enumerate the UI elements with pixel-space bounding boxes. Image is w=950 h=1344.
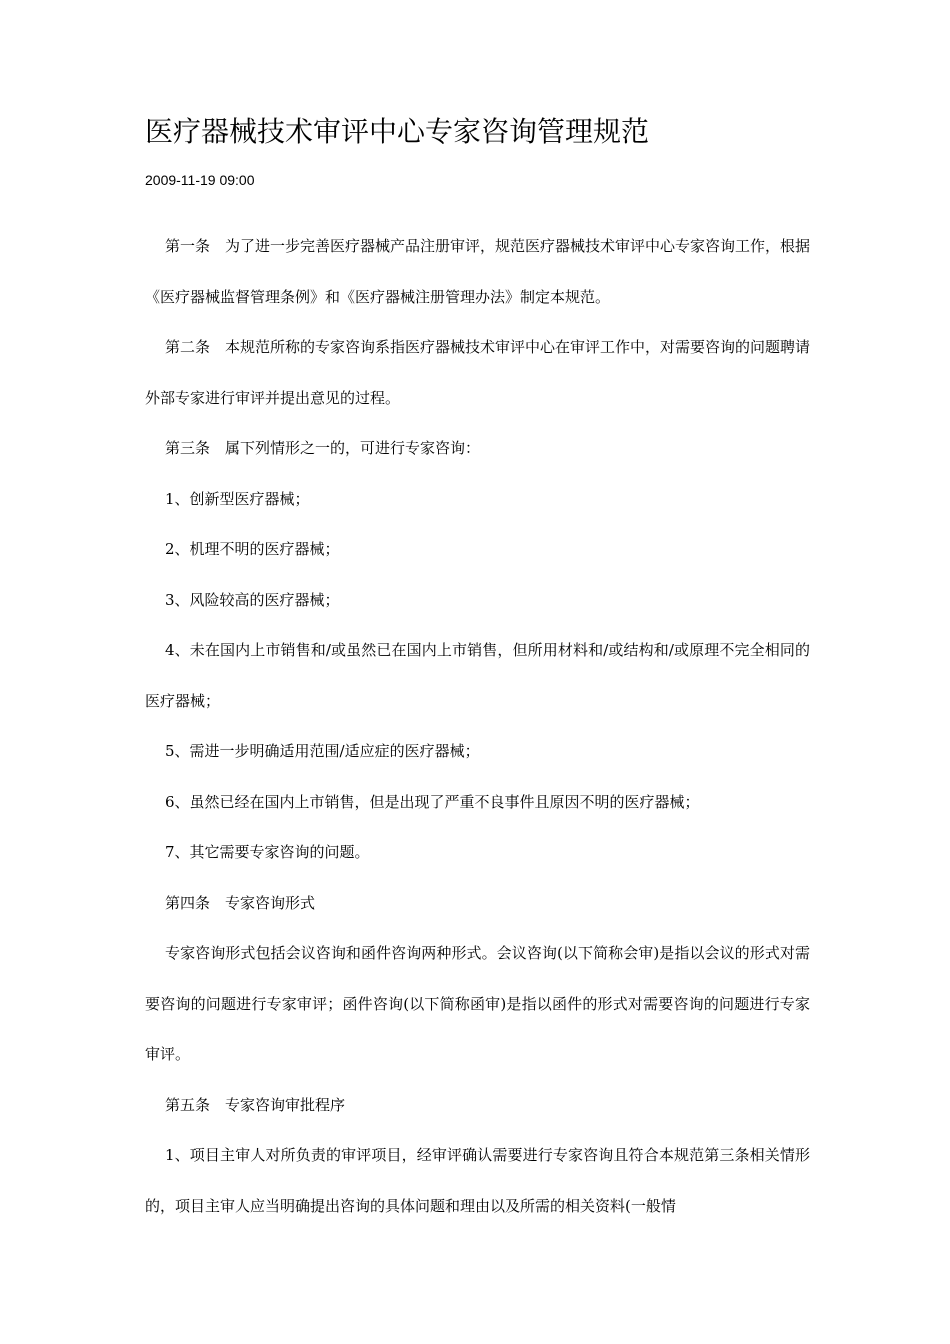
paragraph-article-2: 第二条 本规范所称的专家咨询系指医疗器械技术审评中心在审评工作中，对需要咨询的问题聘请外部专家进行审评并提出意见的过程。 [145,338,811,407]
list-item-3-4: 4、未在国内上市销售和/或虽然已在国内上市销售，但所用材料和/或结构和/或原理不完全相同的医疗器械； [145,641,810,710]
paragraph-article-1: 第一条 为了进一步完善医疗器械产品注册审评，规范医疗器械技术审评中心专家咨询工作，根据《医疗器械监督管理条例》和《医疗器械注册管理办法》制定本规范。 [145,237,811,306]
list-item-3-1: 1、创新型医疗器械； [165,489,310,508]
list-item-5-1: 1、项目主审人对所负责的审评项目，经审评确认需要进行专家咨询且符合本规范第三条相关情形的，项目主审人应当明确提出咨询的具体问题和理由以及所需的相关资料(一般情 [145,1146,810,1215]
list-item-3-5: 5、需进一步明确适用范围/适应症的医疗器械； [165,742,480,760]
list-item-3-6: 6、虽然已经在国内上市销售，但是出现了严重不良事件且原因不明的医疗器械； [165,792,700,811]
page-title: 医疗器械技术审评中心专家咨询管理规范 [145,115,650,148]
list-item-3-3: 3、风险较高的医疗器械； [165,590,340,609]
publish-date: 2009-11-19 09:00 [145,172,255,188]
paragraph-article-4-body: 专家咨询形式包括会议咨询和函件咨询两种形式。会议咨询(以下简称会审)是指以会议的形式对需要咨询的问题进行专家审评；函件咨询(以下简称函审)是指以函件的形式对需要咨询的问题进行专家审评。 [145,944,810,1063]
list-item-3-2: 2、机理不明的医疗器械； [165,540,340,558]
document-body [145,221,810,1231]
list-item-3-7: 7、其它需要专家咨询的问题。 [165,843,370,861]
paragraph-article-5-heading: 第五条 专家咨询审批程序 [165,1095,346,1114]
paragraph-article-4-heading: 第四条 专家咨询形式 [165,893,316,912]
paragraph-article-3: 第三条 属下列情形之一的，可进行专家咨询： [165,439,481,457]
